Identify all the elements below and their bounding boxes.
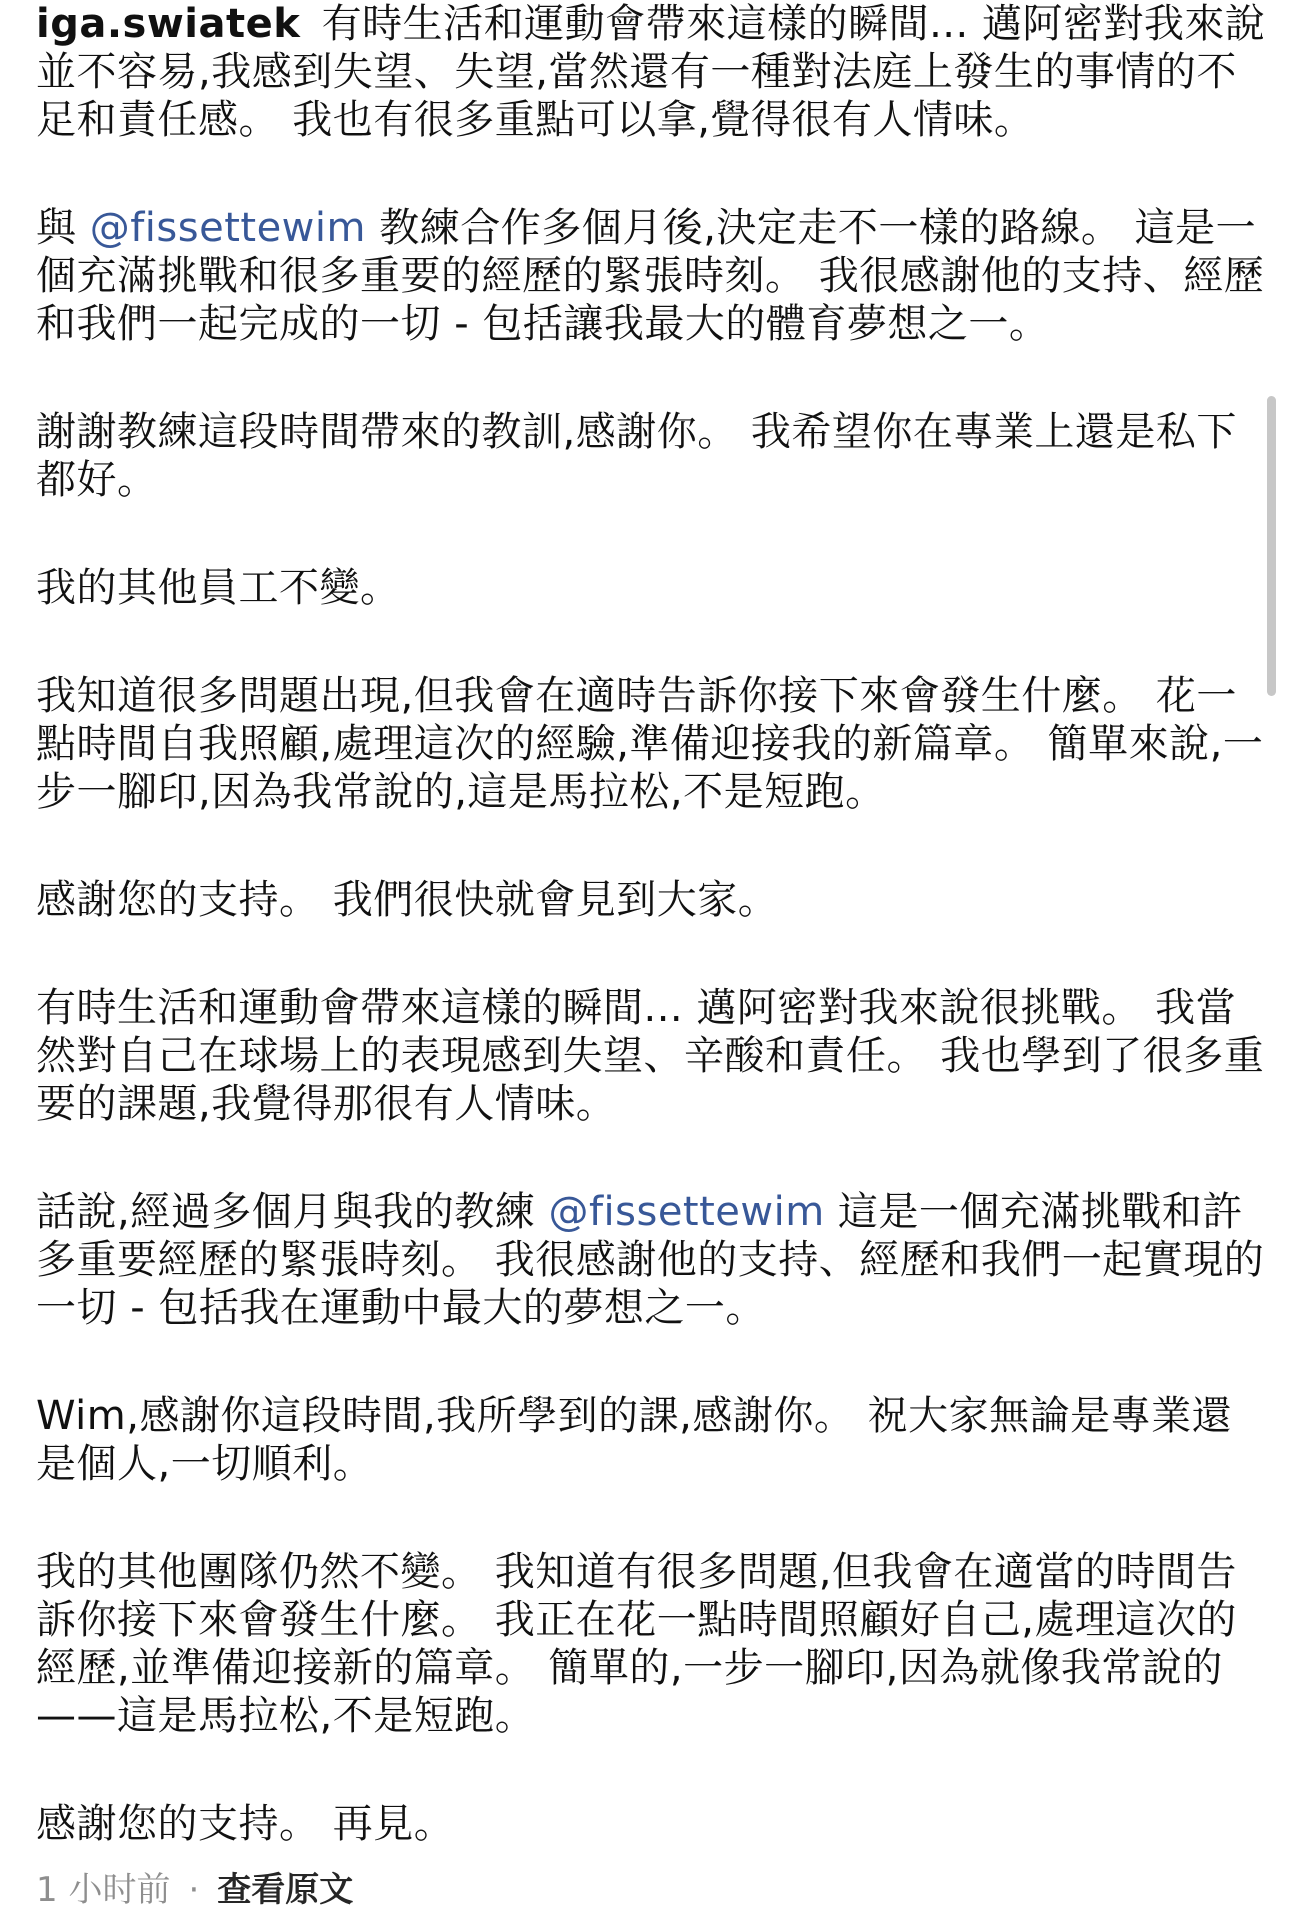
post-footer bbox=[36, 1868, 353, 1912]
caption-text: 有時生活和運動會帶來這樣的瞬間... 邁阿密對我來說並不容易,我感到失望、失望,當然還有一種對法庭上發生的事情的不足和責任感。 我也有很多重點可以拿,覺得很有人情味。 bbox=[36, 1, 1266, 143]
caption-paragraph-1 bbox=[36, 0, 1266, 144]
separator-dot: · bbox=[188, 1870, 200, 1910]
caption-paragraph-5: 我知道很多問題出現,但我會在適時告訴你接下來會發生什麼。 花一點時間自我照顧,處理這次的經驗,準備迎接我的新篇章。 簡單來說,一步一腳印,因為我常說的,這是馬拉松,不是短跑。 bbox=[36, 673, 1264, 815]
post-caption bbox=[36, 0, 1266, 1908]
see-original-button[interactable]: 查看原文 bbox=[217, 1870, 354, 1910]
caption-text: 話說,經過多個月與我的教練 bbox=[36, 1189, 549, 1235]
caption-text: 這是一個充滿挑戰和許多重要經歷的緊張時刻。 我很感謝他的支持、經歷和我們一起實現的一切 - 包括我在運動中最大的夢想之一。 bbox=[36, 1189, 1265, 1331]
caption-paragraph-7: 有時生活和運動會帶來這樣的瞬間... 邁阿密對我來說很挑戰。 我當然對自己在球場上的表現感到失望、辛酸和責任。 我也學到了很多重要的課題,我覺得那很有人情味。 bbox=[36, 985, 1265, 1127]
caption-text: 與 bbox=[36, 205, 90, 251]
caption-paragraph-3: 謝謝教練這段時間帶來的教訓,感謝你。 我希望你在專業上還是私下都好。 bbox=[36, 409, 1237, 503]
mention-link[interactable]: @fissettewim bbox=[548, 1189, 825, 1235]
username-link[interactable]: iga.swiatek bbox=[36, 1, 301, 47]
caption-paragraph-4: 我的其他員工不變。 bbox=[36, 565, 401, 611]
caption-paragraph-9: Wim,感謝你這段時間,我所學到的課,感謝你。 祝大家無論是專業還是個人,一切順利。 bbox=[36, 1393, 1233, 1487]
caption-text: 教練合作多個月後,決定走不一樣的路線。 這是一個充滿挑戰和很多重要的經歷的緊張時刻。 我很感謝他的支持、經歷和我們一起完成的一切 - 包括讓我最大的體育夢想之一。 bbox=[36, 205, 1265, 347]
post-timestamp: 1 小时前 bbox=[36, 1870, 171, 1910]
caption-paragraph-11: 感謝您的支持。 再見。 bbox=[36, 1801, 455, 1847]
caption-paragraph-2 bbox=[36, 204, 1266, 348]
mention-link[interactable]: @fissettewim bbox=[89, 205, 366, 251]
caption-paragraph-10: 我的其他團隊仍然不變。 我知道有很多問題,但我會在適當的時間告訴你接下來會發生什麼。 我正在花一點時間照顧好自己,處理這次的經歷,並準備迎接新的篇章。 簡單的,一步一腳印,因為就像我常說的——這是馬拉松,不是短跑。 bbox=[36, 1549, 1237, 1739]
scrollbar-thumb[interactable] bbox=[1267, 396, 1276, 696]
caption-paragraph-6: 感謝您的支持。 我們很快就會見到大家。 bbox=[36, 877, 779, 923]
caption-paragraph-8 bbox=[36, 1188, 1266, 1332]
